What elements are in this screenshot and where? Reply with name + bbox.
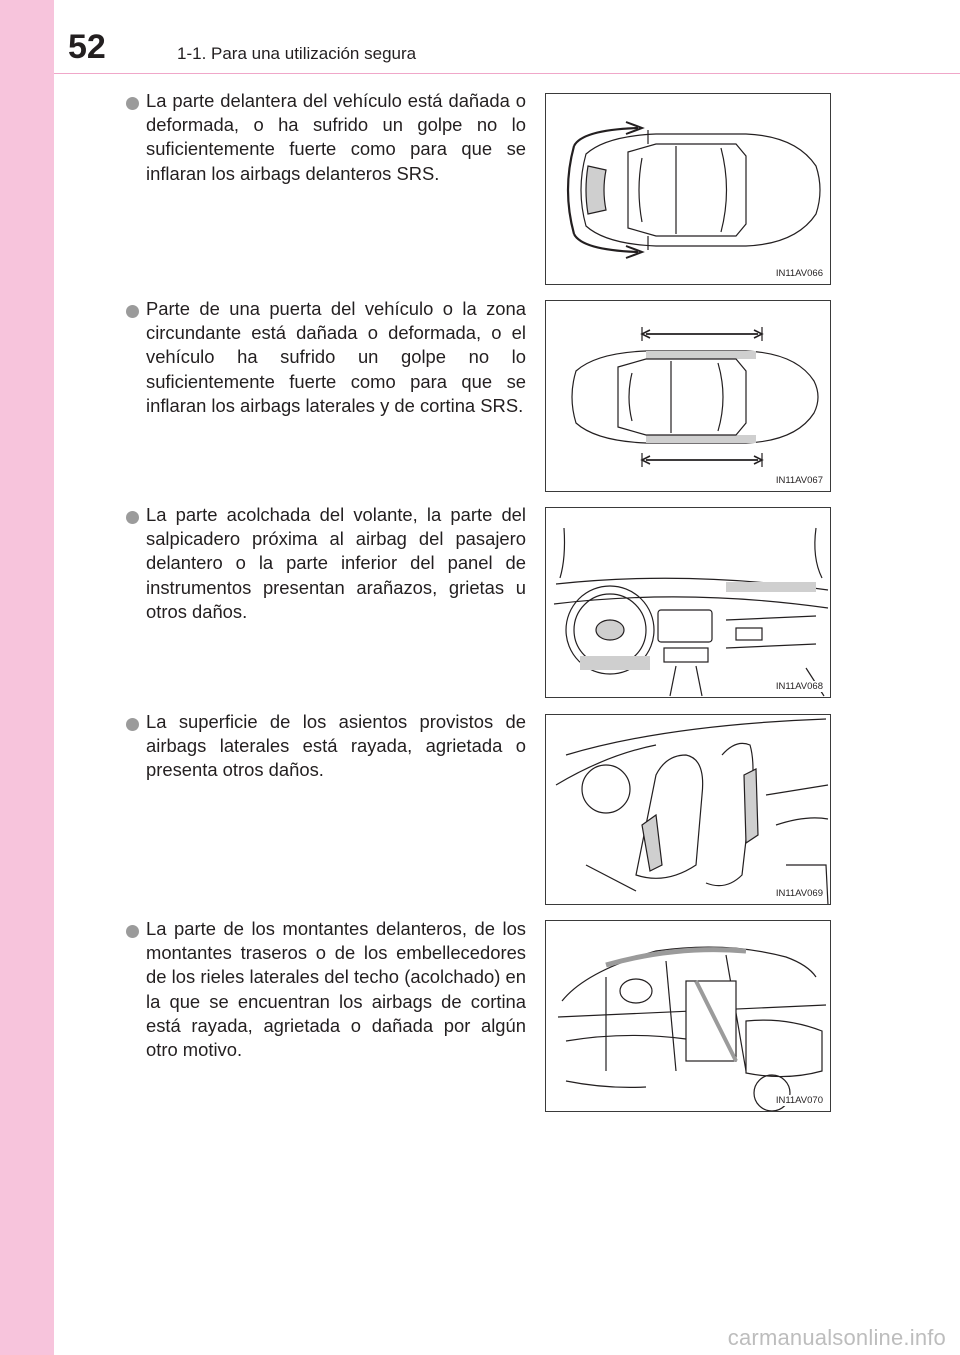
page-header (54, 0, 960, 75)
list-item (126, 89, 526, 186)
item-text: La parte delantera del vehículo está dañada o deformada, o ha sufrido un golpe no lo suficientemente fuerte como para que se inflaran los airbags delanteros SRS. (146, 90, 526, 184)
item-text: La parte acolchada del volante, la parte del salpicadero próxima al airbag del pasajero delantero o la parte inferior del panel de instrumentos presentan arañazos, grietas u otros daños. (146, 504, 526, 622)
list-item (126, 297, 526, 418)
figure-door-damage (545, 300, 831, 492)
bullet-icon (126, 97, 139, 110)
figure-code: IN11AV070 (775, 1095, 823, 1106)
figure-code: IN11AV068 (775, 681, 823, 692)
list-item (126, 503, 526, 624)
dashboard-illustration (546, 508, 831, 698)
bullet-icon (126, 718, 139, 731)
figure-pillar-damage (545, 920, 831, 1112)
figure-code: IN11AV066 (775, 268, 823, 279)
pink-side-tab (0, 0, 54, 1355)
figure-seat-damage (545, 714, 831, 905)
list-item (126, 710, 526, 783)
item-text: La superficie de los asientos provistos de airbags laterales está rayada, agrietada o presenta otros daños. (146, 711, 526, 781)
footer-watermark: carmanualsonline.info (727, 1325, 946, 1350)
item-text: Parte de una puerta del vehículo o la zona circundante está dañada o deformada, o el vehículo ha sufrido un golpe no lo suficientemente fuerte como para que se inflaran los airbags laterales y de cortina SRS. (146, 298, 526, 416)
bullet-icon (126, 511, 139, 524)
figure-code: IN11AV069 (775, 888, 823, 899)
figure-front-damage (545, 93, 831, 285)
car-top-view-side-illustration (546, 301, 831, 492)
bullet-icon (126, 925, 139, 938)
seat-illustration (546, 715, 831, 905)
page-number: 52 (68, 28, 106, 66)
bullet-icon (126, 305, 139, 318)
car-top-view-front-illustration (546, 94, 831, 285)
figure-dashboard-damage (545, 507, 831, 698)
header-divider (54, 73, 960, 74)
list-item (126, 917, 526, 1062)
item-text: La parte de los montantes delanteros, de los montantes traseros o de los embellecedores de los rieles laterales del techo (acolchado) en la que se encuentran los airbags de cortina está rayada, agrietada o dañada por algún otro motivo. (146, 918, 526, 1061)
figure-code: IN11AV067 (775, 475, 823, 486)
car-interior-side-illustration (546, 921, 831, 1112)
section-title: 1-1. Para una utilización segura (177, 44, 417, 63)
